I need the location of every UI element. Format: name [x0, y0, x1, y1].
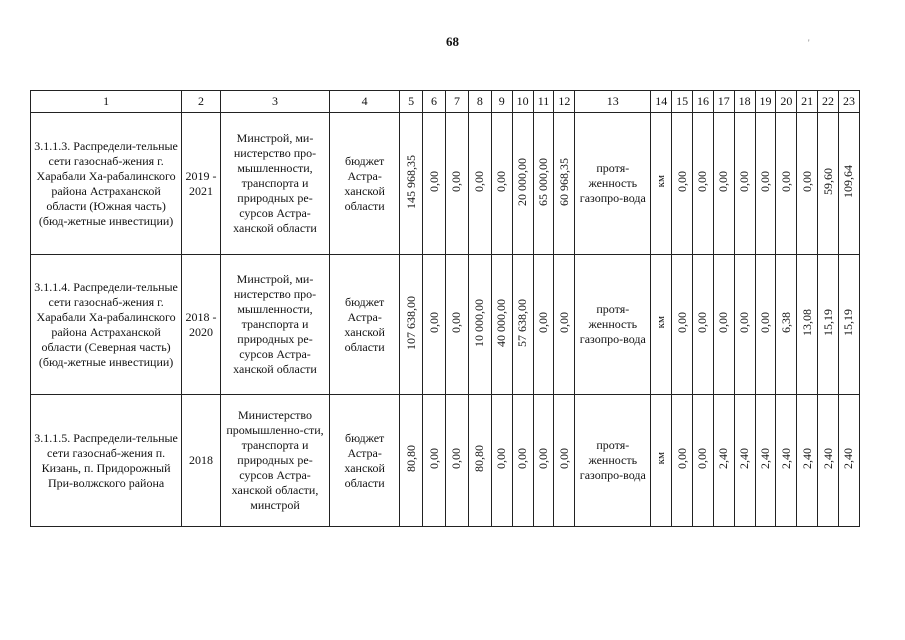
- indicator-cell: протя-женность газопро-вода: [575, 113, 651, 255]
- table-header-row: [31, 91, 860, 113]
- executor-cell: Минстрой, ми-нистерство про-мышленности, транспорта и природных ре-сурсов Астра-ханской области: [220, 113, 329, 255]
- indicator-value-cell: [713, 255, 734, 395]
- column-number-3: 3: [220, 91, 329, 113]
- column-number-13: 13: [575, 91, 651, 113]
- indicator-value-cell-text: 2,40: [799, 448, 814, 469]
- indicator-value-cell: [734, 113, 755, 255]
- column-number-14: 14: [651, 91, 672, 113]
- indicator-value-cell: [838, 395, 859, 527]
- indicator-value-cell-text: 0,00: [716, 171, 731, 192]
- indicator-value-cell: [797, 395, 818, 527]
- column-number-20: 20: [776, 91, 797, 113]
- executor-cell: Минстрой, ми-нистерство про-мышленности, транспорта и природных ре-сурсов Астра-ханской области: [220, 255, 329, 395]
- indicator-value-cell-text: 0,00: [695, 448, 710, 469]
- column-number-18: 18: [734, 91, 755, 113]
- column-number-4: 4: [330, 91, 400, 113]
- indicator-value-cell: [838, 113, 859, 255]
- unit-cell: [651, 113, 672, 255]
- indicator-value-cell-text: 59,60: [820, 168, 835, 195]
- indicator-value-cell: [755, 113, 776, 255]
- indicator-value-cell-text: 0,00: [674, 448, 689, 469]
- amount-cell: [512, 255, 533, 395]
- column-number-5: 5: [400, 91, 423, 113]
- indicator-value-cell: [818, 113, 839, 255]
- amount-cell-text: 20 000,00: [515, 157, 530, 206]
- indicator-value-cell: [776, 395, 797, 527]
- amount-cell: [445, 255, 468, 395]
- amount-cell: [445, 113, 468, 255]
- amount-cell-text: 80,80: [472, 445, 487, 472]
- column-number-11: 11: [533, 91, 554, 113]
- amount-cell-text: 0,00: [556, 312, 571, 333]
- unit-cell-text: км: [655, 175, 668, 188]
- amount-cell-text: 0,00: [494, 448, 509, 469]
- indicator-value-cell-text: 13,08: [799, 309, 814, 336]
- amount-cell: [445, 395, 468, 527]
- indicator-value-cell-text: 109,64: [841, 165, 856, 198]
- amount-cell: [423, 255, 446, 395]
- measure-name-cell: 3.1.1.4. Распредели-тельные сети газоснаб-жения г. Харабали Ха-рабалинского района Астраханской области (Северная часть) (бюд-жетные инвестиции): [31, 255, 182, 395]
- amount-cell: [468, 395, 491, 527]
- period-cell: 2018 - 2020: [182, 255, 221, 395]
- amount-cell: [400, 113, 423, 255]
- column-number-12: 12: [554, 91, 575, 113]
- amount-cell: [491, 255, 512, 395]
- indicator-value-cell-text: 2,40: [716, 448, 731, 469]
- indicator-value-cell: [693, 395, 714, 527]
- indicator-value-cell: [776, 113, 797, 255]
- page-number: 68: [446, 34, 459, 49]
- indicator-value-cell: [693, 255, 714, 395]
- indicator-value-cell: [672, 395, 693, 527]
- amount-cell-text: 0,00: [535, 448, 550, 469]
- indicator-value-cell: [755, 395, 776, 527]
- table-row: [31, 395, 860, 527]
- column-number-16: 16: [693, 91, 714, 113]
- amount-cell: [512, 395, 533, 527]
- indicator-value-cell: [797, 113, 818, 255]
- column-number-9: 9: [491, 91, 512, 113]
- unit-cell: [651, 395, 672, 527]
- period-cell: 2019 - 2021: [182, 113, 221, 255]
- funding-source-cell: бюджет Астра-ханской области: [330, 113, 400, 255]
- indicator-value-cell: [734, 395, 755, 527]
- indicator-value-cell-text: 15,19: [841, 309, 856, 336]
- indicator-value-cell-text: 2,40: [820, 448, 835, 469]
- indicator-value-cell-text: 15,19: [820, 309, 835, 336]
- amount-cell: [491, 113, 512, 255]
- column-number-8: 8: [468, 91, 491, 113]
- indicator-value-cell-text: 2,40: [778, 448, 793, 469]
- amount-cell-text: 107 638,00: [403, 295, 418, 350]
- indicator-value-cell-text: 0,00: [757, 312, 772, 333]
- amount-cell-text: 0,00: [449, 312, 464, 333]
- amount-cell-text: 0,00: [494, 171, 509, 192]
- amount-cell-text: 0,00: [426, 448, 441, 469]
- amount-cell-text: 65 000,00: [535, 157, 550, 206]
- indicator-value-cell-text: 0,00: [674, 312, 689, 333]
- column-number-21: 21: [797, 91, 818, 113]
- indicator-value-cell-text: 2,40: [757, 448, 772, 469]
- executor-cell: Министерство промышленно-сти, транспорта и природных ре-сурсов Астра-ханской области, минстрой: [220, 395, 329, 527]
- indicator-value-cell: [776, 255, 797, 395]
- amount-cell: [554, 395, 575, 527]
- amount-cell-text: 145 968,35: [403, 154, 418, 209]
- indicator-value-cell: [755, 255, 776, 395]
- column-number-17: 17: [713, 91, 734, 113]
- indicator-value-cell-text: 2,40: [737, 448, 752, 469]
- unit-cell-text: км: [655, 316, 668, 329]
- indicator-value-cell-text: 0,00: [778, 171, 793, 192]
- amount-cell: [468, 113, 491, 255]
- column-number-1: 1: [31, 91, 182, 113]
- indicator-value-cell-text: 0,00: [757, 171, 772, 192]
- funding-source-cell: бюджет Астра-ханской области: [330, 395, 400, 527]
- column-number-10: 10: [512, 91, 533, 113]
- amount-cell: [512, 113, 533, 255]
- indicator-value-cell-text: 6,38: [778, 312, 793, 333]
- column-number-7: 7: [445, 91, 468, 113]
- amount-cell-text: 80,80: [403, 445, 418, 472]
- column-number-19: 19: [755, 91, 776, 113]
- corner-mark: ': [808, 38, 810, 48]
- column-number-23: 23: [838, 91, 859, 113]
- indicator-value-cell: [818, 395, 839, 527]
- indicator-value-cell-text: 0,00: [674, 171, 689, 192]
- amount-cell-text: 0,00: [426, 171, 441, 192]
- amount-cell-text: 0,00: [449, 171, 464, 192]
- amount-cell: [533, 255, 554, 395]
- indicator-value-cell: [713, 395, 734, 527]
- indicator-value-cell: [713, 113, 734, 255]
- indicator-value-cell: [838, 255, 859, 395]
- amount-cell-text: 0,00: [472, 171, 487, 192]
- amount-cell-text: 40 000,00: [494, 298, 509, 347]
- column-number-22: 22: [818, 91, 839, 113]
- indicator-value-cell: [797, 255, 818, 395]
- indicator-value-cell: [672, 113, 693, 255]
- unit-cell: [651, 255, 672, 395]
- column-number-2: 2: [182, 91, 221, 113]
- indicator-value-cell-text: 0,00: [737, 171, 752, 192]
- amount-cell: [554, 255, 575, 395]
- indicator-value-cell-text: 0,00: [695, 312, 710, 333]
- indicator-value-cell: [734, 255, 755, 395]
- indicator-value-cell: [693, 113, 714, 255]
- amount-cell: [554, 113, 575, 255]
- amount-cell: [423, 113, 446, 255]
- program-table: [30, 90, 860, 527]
- period-cell: 2018: [182, 395, 221, 527]
- indicator-value-cell-text: 2,40: [841, 448, 856, 469]
- amount-cell: [468, 255, 491, 395]
- indicator-value-cell-text: 0,00: [716, 312, 731, 333]
- amount-cell: [400, 395, 423, 527]
- column-number-6: 6: [423, 91, 446, 113]
- amount-cell-text: 0,00: [515, 448, 530, 469]
- amount-cell-text: 0,00: [556, 448, 571, 469]
- indicator-value-cell-text: 0,00: [737, 312, 752, 333]
- indicator-value-cell: [818, 255, 839, 395]
- measure-name-cell: 3.1.1.5. Распредели-тельные сети газоснаб-жения п. Кизань, п. Придорожный При-волжского района: [31, 395, 182, 527]
- indicator-value-cell: [672, 255, 693, 395]
- unit-cell-text: км: [655, 452, 668, 465]
- funding-source-cell: бюджет Астра-ханской области: [330, 255, 400, 395]
- amount-cell-text: 10 000,00: [472, 298, 487, 347]
- column-number-15: 15: [672, 91, 693, 113]
- indicator-value-cell-text: 0,00: [695, 171, 710, 192]
- amount-cell: [533, 113, 554, 255]
- amount-cell-text: 0,00: [535, 312, 550, 333]
- amount-cell: [533, 395, 554, 527]
- amount-cell-text: 0,00: [426, 312, 441, 333]
- indicator-cell: протя-женность газопро-вода: [575, 395, 651, 527]
- amount-cell: [423, 395, 446, 527]
- measure-name-cell: 3.1.1.3. Распредели-тельные сети газоснаб-жения г. Харабали Ха-рабалинского района Астраханской области (Южная часть) (бюд-жетные инвестиции): [31, 113, 182, 255]
- amount-cell-text: 57 638,00: [515, 298, 530, 347]
- amount-cell-text: 60 968,35: [556, 157, 571, 206]
- indicator-cell: протя-женность газопро-вода: [575, 255, 651, 395]
- indicator-value-cell-text: 0,00: [799, 171, 814, 192]
- amount-cell: [400, 255, 423, 395]
- table-row: [31, 113, 860, 255]
- table-row: [31, 255, 860, 395]
- amount-cell-text: 0,00: [449, 448, 464, 469]
- amount-cell: [491, 395, 512, 527]
